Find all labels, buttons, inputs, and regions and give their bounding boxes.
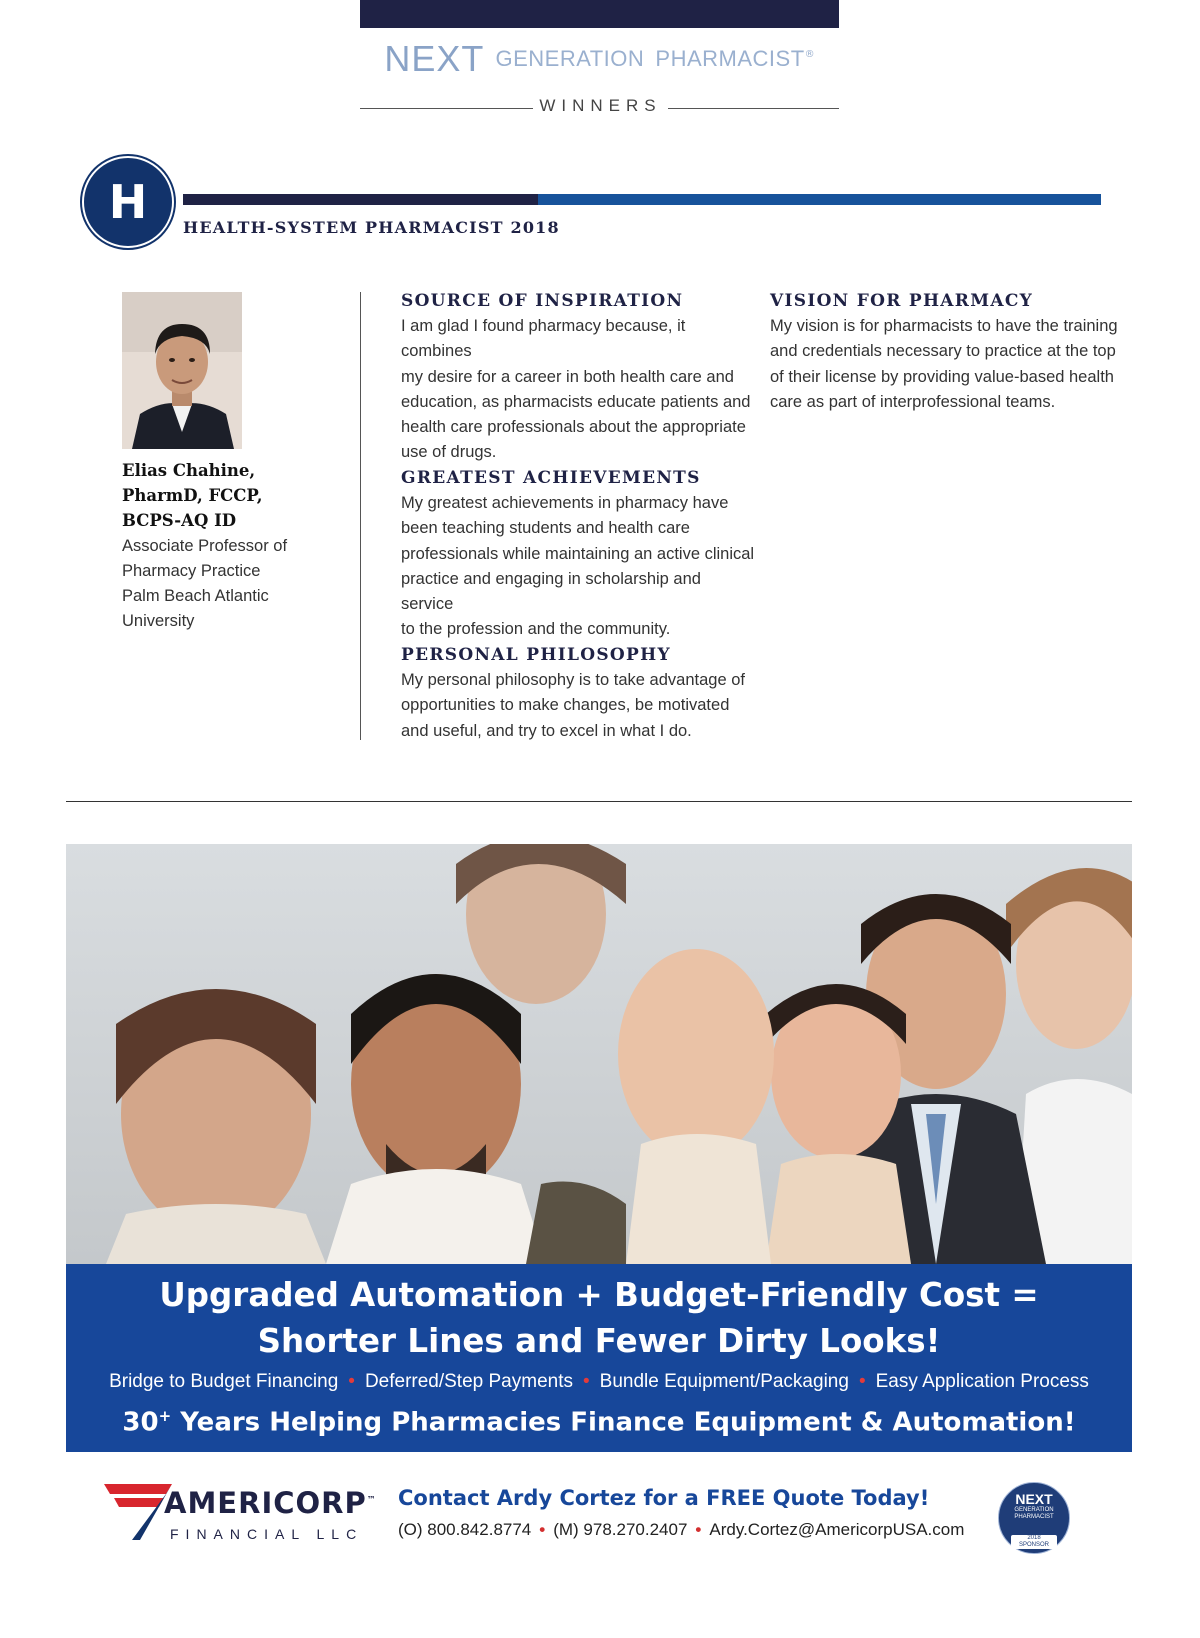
trademark-mark: ™ (366, 1495, 377, 1506)
winner-role-line: Pharmacy Practice (122, 562, 261, 580)
contact-heading: Contact Ardy Cortez for a FREE Quote Today! (398, 1486, 930, 1510)
company-subtitle: FINANCIAL LLC (170, 1526, 364, 1542)
winner-portrait (122, 292, 242, 449)
ad-headline-line: Upgraded Automation + Budget-Friendly Cost = (159, 1276, 1039, 1314)
section-body: My vision is for pharmacists to have the training and credentials necessary to practice at the top of their license by providing value-based health care as part of interprofessional teams. (770, 317, 1118, 411)
seal-year: 2018 (1027, 1535, 1041, 1541)
category-letter-badge: H (82, 156, 174, 248)
header-bar (360, 0, 839, 28)
ad-group-photo (66, 844, 1132, 1264)
seal-word: NEXT (1015, 1491, 1053, 1507)
section-heading: PERSONAL PHILOSOPHY (401, 645, 671, 665)
bullet-dot-icon: • (695, 1520, 702, 1539)
contact-email[interactable]: Ardy.Cortez@AmericorpUSA.com (709, 1520, 965, 1539)
ad-headline (66, 1272, 1132, 1364)
seal-line: PHARMACIST (1014, 1514, 1054, 1520)
ad-feature-list (66, 1371, 1132, 1393)
winner-name-line: Elias Chahine, (122, 461, 256, 480)
americorp-logo (104, 1482, 377, 1548)
bullet-dot-icon: • (348, 1371, 355, 1392)
ad-feature: Bridge to Budget Financing (109, 1371, 339, 1392)
category-band-blue (538, 194, 1101, 205)
logo-registered-mark: ® (804, 49, 815, 61)
section-heading: VISION FOR PHARMACY (770, 291, 1034, 311)
office-phone: (O) 800.842.8774 (398, 1520, 532, 1539)
seal-label: SPONSOR (1018, 1542, 1049, 1548)
winner-role-line: Associate Professor of (122, 537, 288, 555)
section-inspiration (401, 290, 756, 466)
sponsor-seal (998, 1482, 1070, 1554)
company-name: AMERICORP (164, 1486, 367, 1520)
next-generation-pharmacist-logo (360, 38, 839, 82)
ad-headline-line: Shorter Lines and Fewer Dirty Looks! (257, 1322, 941, 1360)
ad-feature: Deferred/Step Payments (364, 1371, 573, 1392)
category-band-dark (183, 194, 538, 205)
bullet-dot-icon: • (858, 1371, 866, 1392)
section-heading: SOURCE OF INSPIRATION (401, 291, 684, 311)
section-body: My personal philosophy is to take advantage of opportunities to make changes, be motivated and useful, and try to excel in what I do. (401, 671, 745, 740)
logo-pharmacist: PHARMACIST (655, 46, 805, 71)
ad-feature: Bundle Equipment/Packaging (599, 1371, 849, 1392)
section-body: My greatest achievements in pharmacy have been teaching students and health care professionals while maintaining an active clinical practice and engaging in scholarship and service to the profession and the community. (401, 494, 755, 639)
section-body: I am glad I found pharmacy because, it combines my desire for a career in both health care and education, as pharmacists educate patients and health care professionals about the appropriate use of drugs. (401, 317, 751, 462)
logo-generation: GENERATION (495, 46, 645, 71)
winners-label: WINNERS (533, 96, 668, 116)
page-divider (66, 801, 1132, 802)
section-heading: GREATEST ACHIEVEMENTS (401, 468, 701, 488)
seal-line: GENERATION (1014, 1507, 1054, 1513)
ad-feature: Easy Application Process (875, 1371, 1089, 1392)
section-achievements (401, 467, 756, 643)
winner-name-line: PharmD, FCCP, (122, 486, 263, 505)
section-philosophy (401, 644, 756, 744)
ad-banner (66, 1264, 1132, 1452)
ad-tagline: 30+ Years Helping Pharmacies Finance Equipment & Automation! (122, 1407, 1076, 1438)
bullet-dot-icon: • (539, 1520, 546, 1539)
section-vision (770, 290, 1130, 415)
mobile-phone: (M) 978.270.2407 (553, 1520, 688, 1539)
column-divider (360, 292, 361, 740)
winner-name-line: BCPS-AQ ID (122, 511, 237, 530)
winner-role-line: Palm Beach Atlantic (122, 587, 269, 605)
logo-next-word: NEXT (384, 38, 485, 79)
contact-details (398, 1520, 964, 1540)
winner-name (122, 458, 322, 533)
winner-role-line: University (122, 612, 195, 630)
bullet-dot-icon: • (582, 1371, 590, 1392)
winner-affiliation (122, 534, 322, 634)
category-title: HEALTH-SYSTEM PHARMACIST 2018 (183, 218, 560, 237)
